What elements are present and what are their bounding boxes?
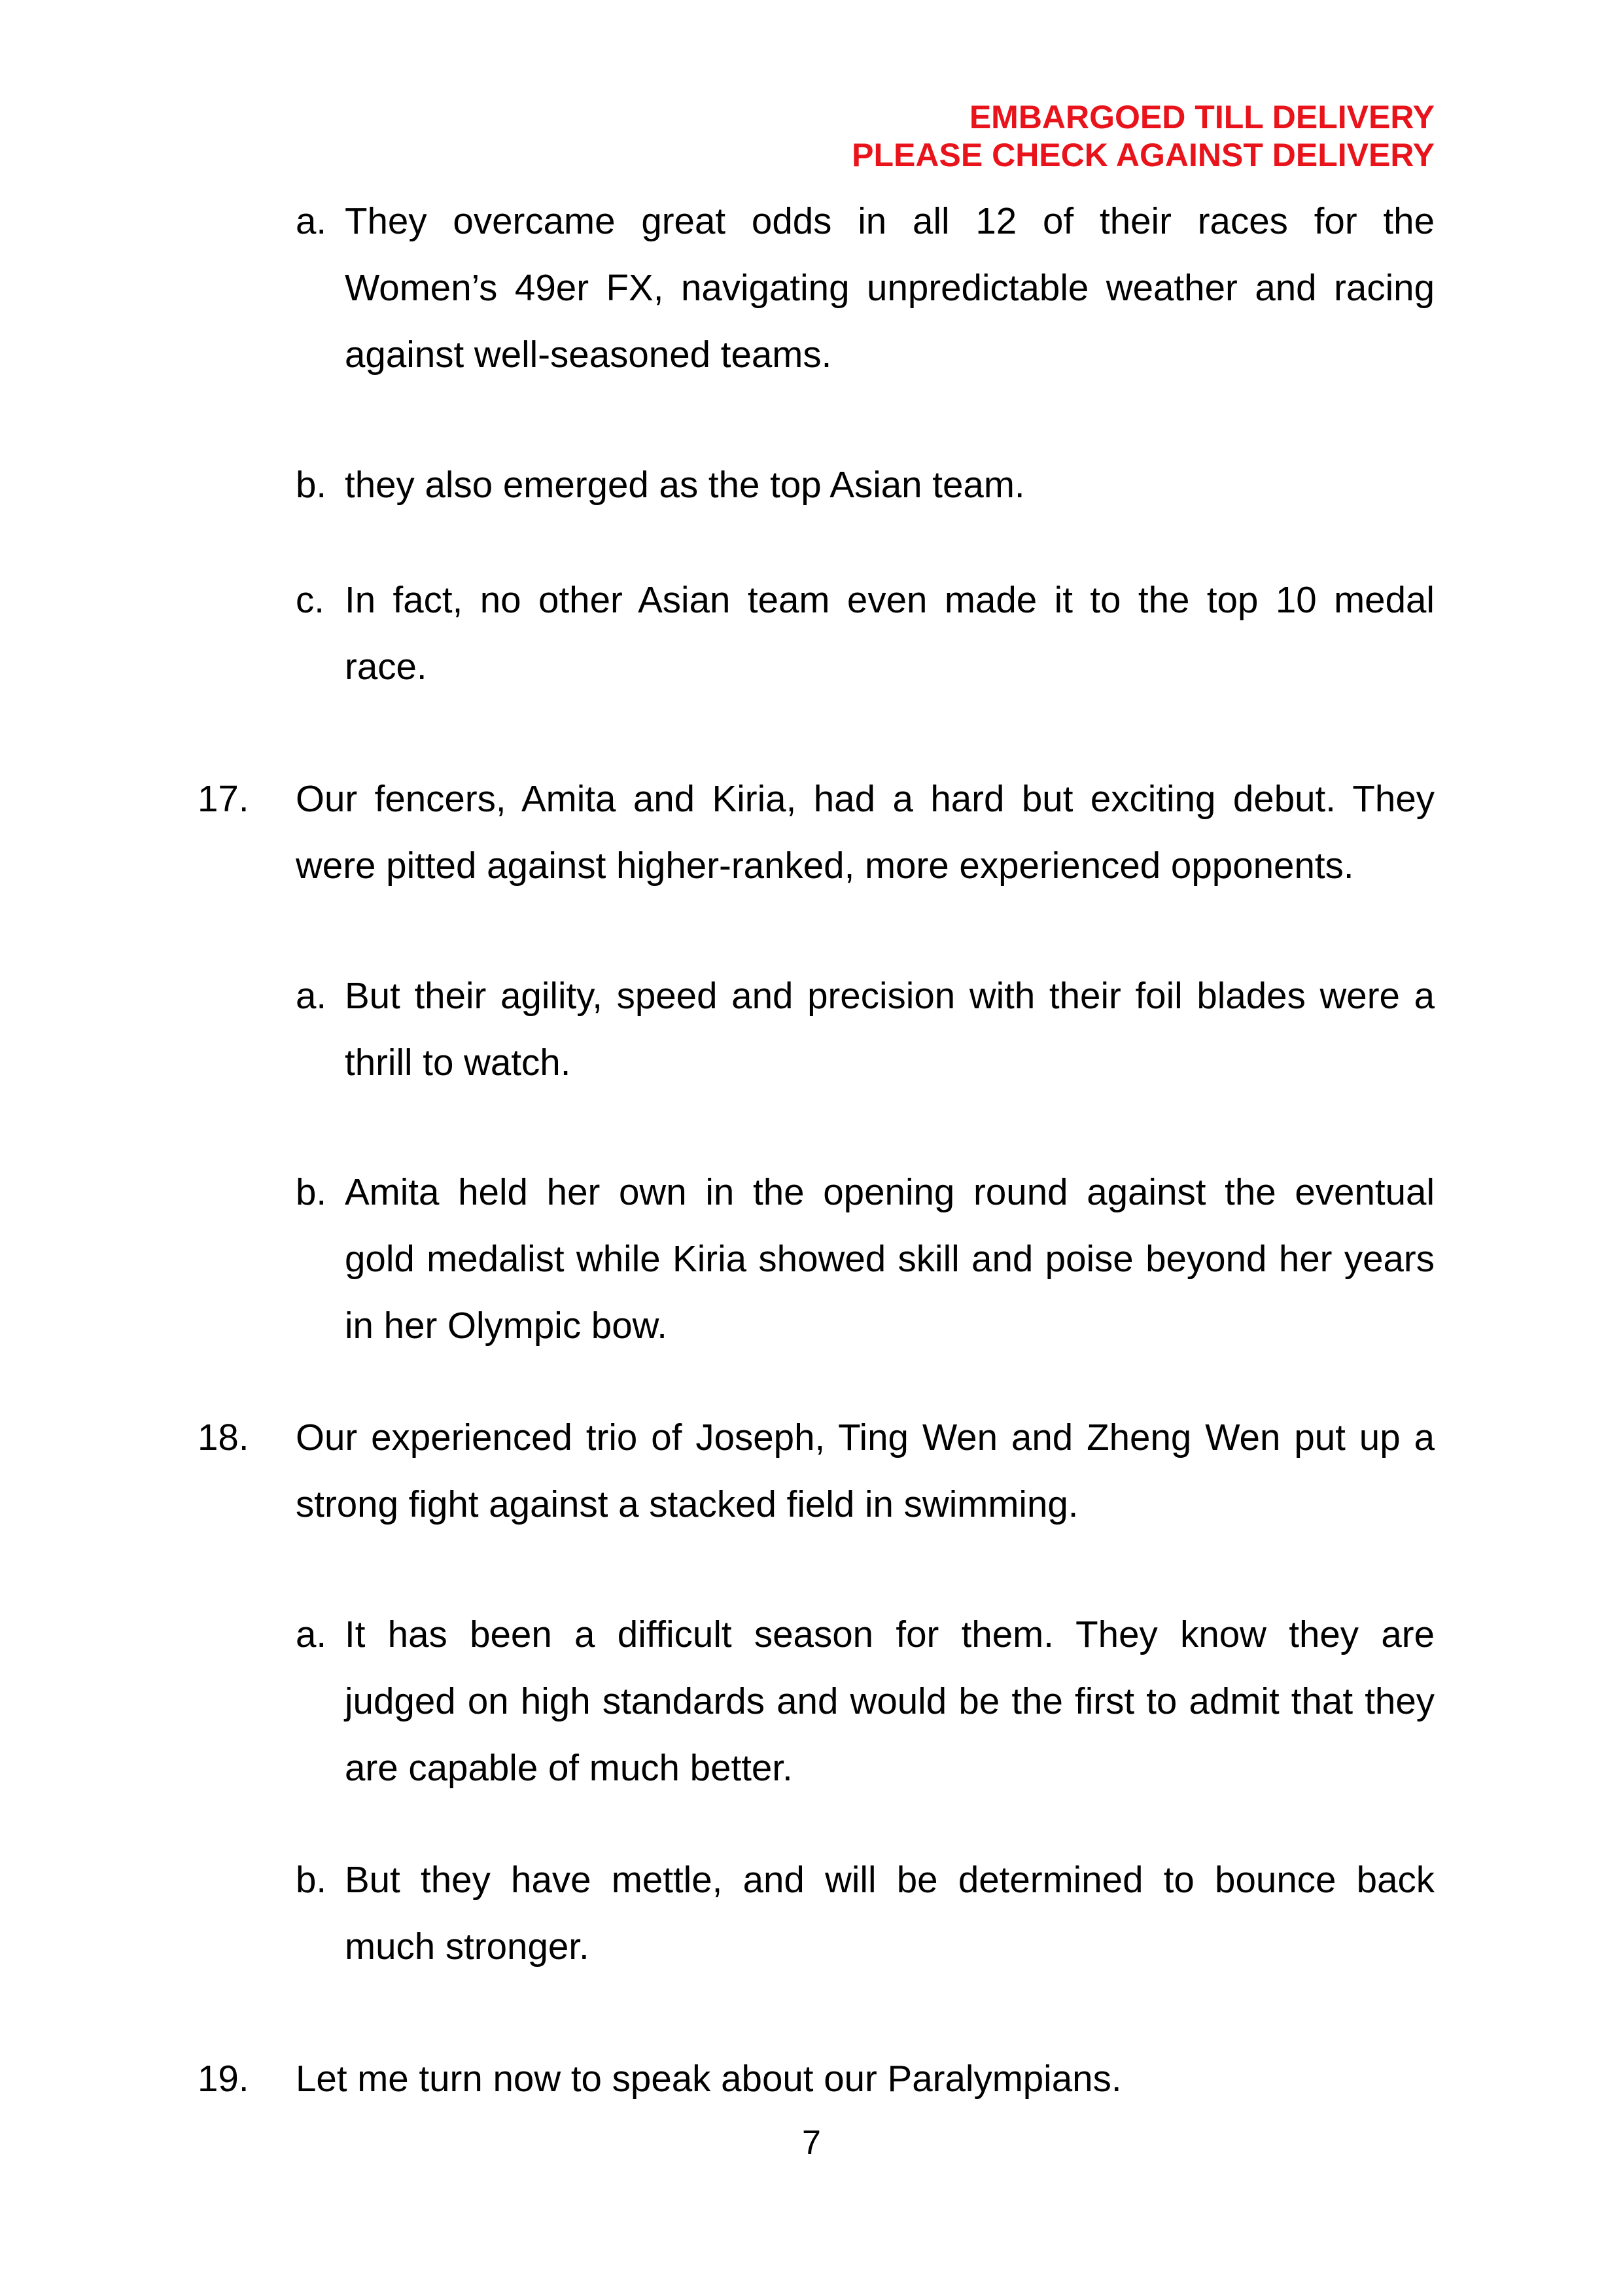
sub-label-18a: a. (296, 1614, 327, 1655)
sub-label-17a: a. (296, 975, 327, 1016)
text-line: strong fight against a stacked field in swimming. (296, 1483, 1079, 1525)
sub-label-16c: c. (296, 579, 324, 620)
sub-item-18a (345, 1601, 1435, 1801)
embargo-line: EMBARGOED TILL DELIVERY (969, 99, 1435, 135)
text-line: much stronger. (345, 1926, 589, 1967)
text-line: In fact, no other Asian team even made it to the top 10 medal (345, 579, 1435, 620)
text-line: They overcame great odds in all 12 of their races for the (345, 200, 1435, 241)
text-line: against well-seasoned teams. (345, 334, 832, 375)
embargo-header (852, 98, 1435, 174)
text-line: in her Olympic bow. (345, 1305, 667, 1346)
page-number: 7 (802, 2124, 821, 2162)
paragraph-17 (296, 766, 1435, 899)
text-line: they also emerged as the top Asian team. (345, 464, 1025, 505)
text-line: Women’s 49er FX, navigating unpredictable weather and racing (345, 267, 1435, 308)
text-line: It has been a difficult season for them. They know they are (345, 1614, 1435, 1655)
paragraph-19 (296, 2045, 1435, 2112)
text-line: are capable of much better. (345, 1747, 793, 1788)
sub-item-17b (345, 1159, 1435, 1359)
text-line: Let me turn now to speak about our Paralympians. (296, 2058, 1122, 2099)
sub-label-18b: b. (296, 1859, 327, 1900)
sub-item-18b (345, 1846, 1435, 1980)
text-line: thrill to watch. (345, 1042, 571, 1083)
text-line: Our experienced trio of Joseph, Ting Wen and Zheng Wen put up a (296, 1417, 1435, 1458)
text-line: judged on high standards and would be the first to admit that they (345, 1680, 1435, 1722)
text-line: Amita held her own in the opening round against the eventual (345, 1171, 1435, 1212)
sub-item-17a (345, 963, 1435, 1096)
paragraph-number-19: 19. (198, 2058, 249, 2099)
sub-label-16b: b. (296, 464, 327, 505)
text-line: gold medalist while Kiria showed skill and poise beyond her years (345, 1238, 1435, 1279)
sub-item-16b (345, 451, 1435, 518)
text-line: race. (345, 646, 427, 687)
sub-item-16a (345, 188, 1435, 388)
paragraph-number-17: 17. (198, 778, 249, 819)
sub-label-16a: a. (296, 200, 327, 241)
text-line: But they have mettle, and will be determined to bounce back (345, 1859, 1435, 1900)
text-line: were pitted against higher-ranked, more experienced opponents. (296, 845, 1354, 886)
text-line: But their agility, speed and precision with their foil blades were a (345, 975, 1435, 1016)
text-line: Our fencers, Amita and Kiria, had a hard but exciting debut. They (296, 778, 1435, 819)
check-delivery-line: PLEASE CHECK AGAINST DELIVERY (852, 137, 1435, 173)
paragraph-number-18: 18. (198, 1417, 249, 1458)
paragraph-18 (296, 1404, 1435, 1538)
sub-label-17b: b. (296, 1171, 327, 1212)
sub-item-16c (345, 567, 1435, 700)
